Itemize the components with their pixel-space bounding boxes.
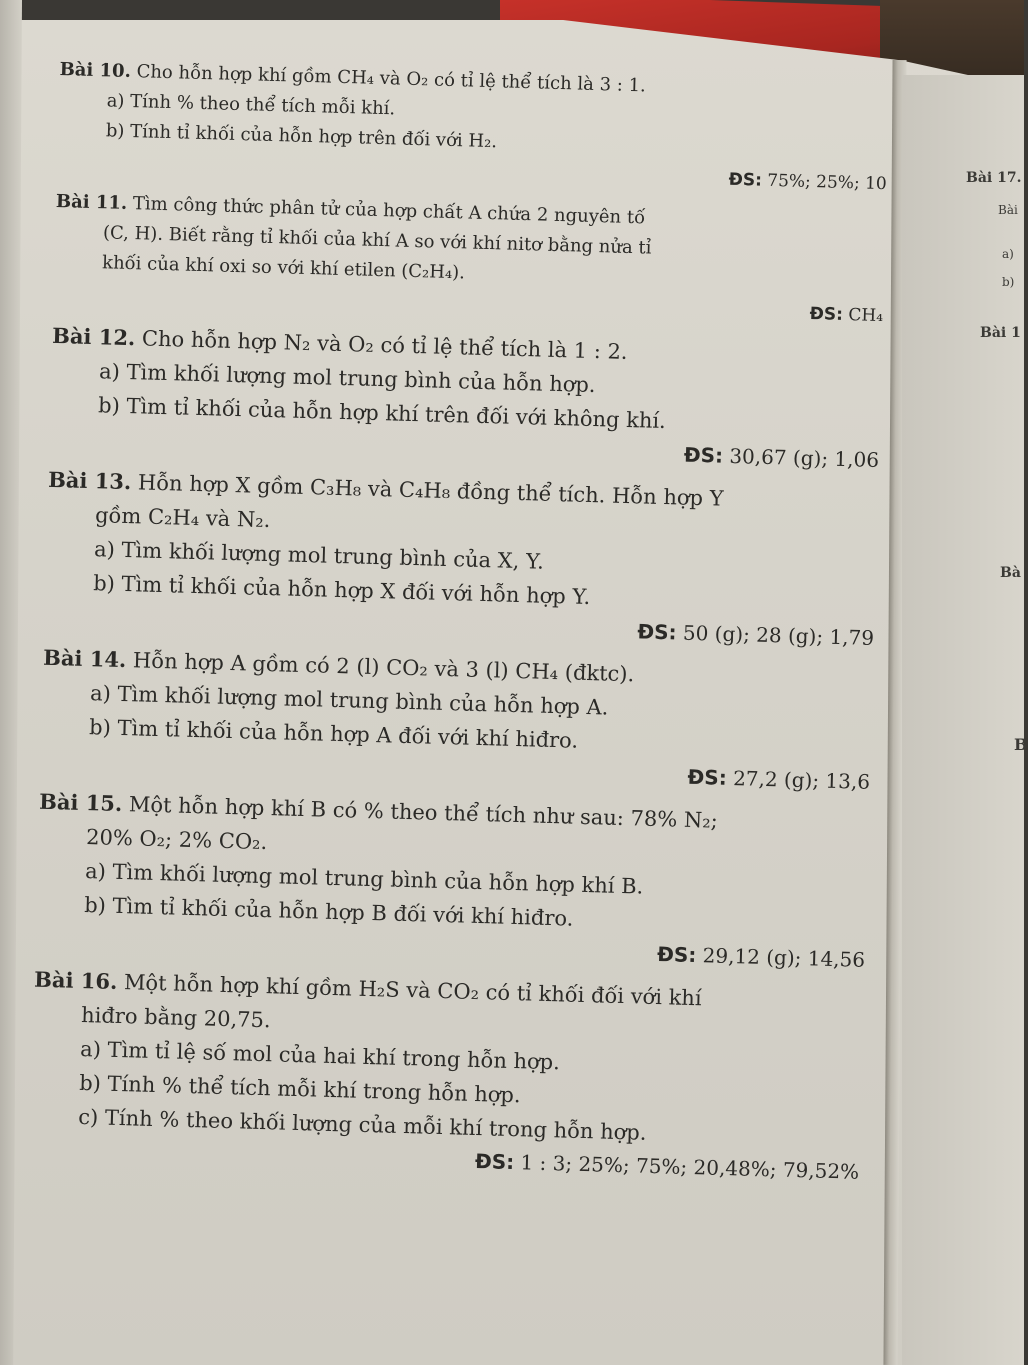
problem-label: Bài 10.	[59, 58, 132, 82]
problem-statement: Cho hỗn hợp khí gồm CH₄ và O₂ có tỉ lệ thể tích là 3 : 1.	[136, 61, 647, 97]
answer-value: 50 (g); 28 (g); 1,79	[682, 620, 875, 650]
problem-part: b) Tìm tỉ khối của hỗn hợp B đối với khí hiđro.	[83, 893, 574, 931]
problem-statement: khối của khí oxi so với khí etilen (C₂H₄).	[101, 252, 466, 284]
problem-part: c) Tính % theo khối lượng của mỗi khí trong hỗn hợp.	[78, 1104, 647, 1145]
problem-label: Bài 15.	[38, 788, 123, 817]
problem-label: Bài 12.	[51, 322, 136, 351]
problem-13	[44, 463, 888, 654]
answer-value: 30,67 (g); 1,06	[729, 443, 880, 473]
problem-part: b) Tìm tỉ khối của hỗn hợp khí trên đối với không khí.	[97, 393, 667, 434]
answer-label: ĐS:	[474, 1149, 515, 1175]
problem-statement: Tìm công thức phân tử của hợp chất A chứa 2 nguyên tố	[132, 193, 646, 229]
problem-statement: hiđro bằng 20,75.	[80, 1002, 271, 1033]
problem-label: Bài 11.	[55, 190, 128, 214]
problem-12	[49, 319, 892, 476]
problem-part: a) Tìm khối lượng mol trung bình của X, Y.	[93, 537, 545, 574]
problem-part: a) Tìm khối lượng mol trung bình của hỗn hợp A.	[89, 681, 609, 720]
problem-part: a) Tìm tỉ lệ số mol của hai khí trong hỗn hợp.	[79, 1036, 561, 1075]
problem-statement: (C, H). Biết rằng tỉ khối của khí A so với khí nitơ bằng nửa tỉ	[102, 222, 652, 259]
problem-14	[40, 641, 883, 798]
problem-part: b) Tìm tỉ khối của hỗn hợp A đối với khí hiđro.	[88, 715, 579, 753]
exercise-list	[29, 55, 900, 1198]
answer-label: ĐS:	[656, 942, 697, 968]
problem-label: Bài 14.	[42, 644, 127, 673]
problem-statement: Một hỗn hợp khí B có % theo thể tích như sau: 78% N₂;	[128, 792, 719, 833]
problem-11	[53, 187, 896, 332]
problem-part: a) Tìm khối lượng mol trung bình của hỗn hợp.	[98, 359, 596, 398]
problem-statement: Một hỗn hợp khí gồm H₂S và CO₂ có tỉ khối đối với khí	[123, 970, 702, 1011]
answer-value: 27,2 (g); 13,6	[732, 766, 871, 794]
problem-statement: Cho hỗn hợp N₂ và O₂ có tỉ lệ thể tích là 1 : 2.	[141, 326, 628, 364]
answer-label: ĐS:	[728, 169, 763, 191]
right-page-text: Bài 17.	[966, 170, 1022, 186]
answer-label: ĐS:	[637, 619, 677, 645]
right-page-text: a)	[1002, 247, 1014, 261]
problem-15	[35, 785, 879, 976]
problem-statement: 20% O₂; 2% CO₂.	[85, 825, 268, 855]
problem-part: b) Tìm tỉ khối của hỗn hợp X đối với hỗn hợp Y.	[92, 571, 591, 610]
problem-16	[29, 963, 874, 1188]
problem-part: b) Tính tỉ khối của hỗn hợp trên đối với H₂.	[105, 120, 498, 153]
right-page-text: Bài 1	[980, 325, 1021, 341]
answer-value: 1 : 3; 25%; 75%; 20,48%; 79,52%	[520, 1150, 860, 1184]
right-page-text: Bài	[998, 203, 1018, 217]
problem-label: Bài 13.	[47, 466, 132, 495]
answer-value: 29,12 (g); 14,56	[702, 943, 866, 972]
answer-label: ĐS:	[687, 764, 728, 790]
problem-statement: gồm C₂H₄ và N₂.	[94, 503, 271, 533]
answer-value: 75%; 25%; 10	[767, 170, 887, 195]
problem-statement: Hỗn hợp A gồm có 2 (l) CO₂ và 3 (l) CH₄ (đktc).	[132, 648, 635, 687]
right-page-text: b)	[1002, 275, 1015, 289]
answer-label: ĐS:	[683, 442, 724, 468]
answer-value: CH₄	[848, 305, 884, 327]
problem-part: a) Tìm khối lượng mol trung bình của hỗn hợp khí B.	[84, 859, 644, 899]
problem-label: Bài 16.	[33, 966, 118, 994]
right-page-text: B	[1014, 735, 1028, 754]
problem-statement: Hỗn hợp X gồm C₃H₈ và C₄H₈ đồng thể tích. Hỗn hợp Y	[137, 470, 724, 511]
right-page	[902, 75, 1028, 1365]
problem-part: a) Tính % theo thể tích mỗi khí.	[106, 90, 396, 120]
answer-label: ĐS:	[809, 304, 844, 325]
problem-10	[57, 55, 900, 200]
right-page-text: Bà	[1000, 565, 1021, 581]
problem-part: b) Tính % thể tích mỗi khí trong hỗn hợp.	[78, 1070, 521, 1108]
